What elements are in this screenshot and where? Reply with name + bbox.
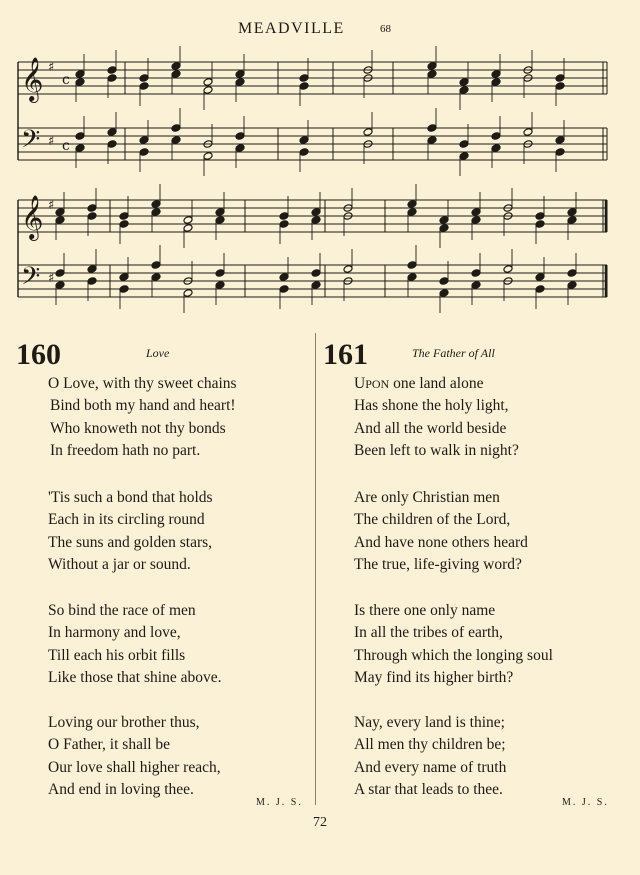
note-head <box>459 152 469 161</box>
key-sharp: ♯ <box>48 60 55 75</box>
verse-line: Our love shall higher reach, <box>48 758 221 776</box>
verse-line: 'Tis such a bond that holds <box>48 489 213 506</box>
note-head <box>555 148 565 157</box>
note-head <box>407 200 417 209</box>
verse-line: And all the world beside <box>354 419 507 437</box>
verse-line: Are only Christian men <box>354 489 500 506</box>
note-head <box>427 62 437 71</box>
note-head <box>55 281 65 290</box>
note-head <box>439 224 449 233</box>
note-head <box>535 273 545 282</box>
note-head <box>107 74 117 83</box>
note-head <box>471 269 481 278</box>
note-head <box>75 78 85 87</box>
key-sharp: ♯ <box>48 271 55 286</box>
hymn-title-161: The Father of All <box>412 346 495 360</box>
note-head <box>139 136 149 145</box>
verse-line: So bind the race of men <box>48 602 196 619</box>
note-head <box>567 269 577 278</box>
note-head <box>87 212 97 221</box>
note-head <box>75 144 85 153</box>
note-head <box>311 269 321 278</box>
note-head <box>343 265 353 274</box>
note-head <box>459 140 469 149</box>
note-head <box>87 204 97 213</box>
note-head <box>151 273 161 282</box>
verse-line: Till each his orbit fills <box>48 646 186 664</box>
note-head <box>203 152 213 161</box>
note-head <box>459 78 469 87</box>
hymn-160-stanza-2 <box>48 487 213 576</box>
note-head <box>183 289 193 298</box>
music-score <box>0 0 640 330</box>
note-head <box>279 285 289 294</box>
page-number: 72 <box>313 815 327 830</box>
note-head <box>299 82 309 91</box>
note-head <box>407 208 417 217</box>
verse-line: O Father, it shall be <box>48 736 171 754</box>
verse-line: Who knoweth not thy bonds <box>50 419 226 437</box>
note-head <box>55 216 65 225</box>
hymn-161-stanza-4 <box>354 712 506 801</box>
note-head <box>215 269 225 278</box>
note-head <box>311 208 321 217</box>
verse-line: Is there one only name <box>354 602 496 619</box>
note-head <box>151 208 161 217</box>
verse-line: And have none others heard <box>354 533 528 551</box>
hymn-160-stanza-4 <box>48 712 221 801</box>
note-head <box>55 208 65 217</box>
note-head <box>183 224 193 233</box>
verse-line: And every name of truth <box>354 758 507 776</box>
note-head <box>491 144 501 153</box>
verse-line: A star that leads to thee. <box>354 780 503 798</box>
verse-line: The suns and golden stars, <box>48 533 213 551</box>
note-head <box>151 200 161 209</box>
note-head <box>235 132 245 141</box>
verse-line: Through which the longing soul <box>354 646 553 664</box>
note-head <box>87 265 97 274</box>
hymn-161-stanza-1 <box>354 373 519 462</box>
verse-line: The true, life-giving word? <box>354 555 522 573</box>
note-head <box>215 281 225 290</box>
column-divider <box>315 333 316 805</box>
hymn-160-stanza-3 <box>48 600 221 689</box>
note-head <box>279 220 289 229</box>
note-head <box>183 216 193 225</box>
verse-line: In freedom hath no part. <box>50 441 201 459</box>
hymn-number-161: 161 <box>323 338 368 371</box>
hymn-161-stanza-2 <box>354 487 528 576</box>
note-head <box>439 277 449 286</box>
note-head <box>171 70 181 79</box>
verse-line: O Love, with thy sweet chains <box>48 375 237 392</box>
hymn-160-author: M. J. S. <box>256 797 303 808</box>
verse-line: Nay, every land is thine; <box>354 714 505 731</box>
note-head <box>439 216 449 225</box>
note-head <box>75 132 85 141</box>
note-head <box>535 212 545 221</box>
time-signature: c <box>62 72 70 88</box>
note-head <box>107 66 117 75</box>
hymn-number-160: 160 <box>16 338 61 371</box>
note-head <box>171 124 181 133</box>
note-head <box>491 78 501 87</box>
note-head <box>427 136 437 145</box>
note-head <box>139 82 149 91</box>
hymn-title-160: Love <box>146 346 170 360</box>
note-head <box>139 74 149 83</box>
note-head <box>279 273 289 282</box>
note-head <box>555 136 565 145</box>
verse-line: UPON one land alone <box>354 375 484 392</box>
treble-clef: 𝄞 <box>21 195 44 239</box>
bass-clef: 𝄢 <box>21 262 41 297</box>
verse-line: All men thy children be; <box>354 736 506 754</box>
note-head <box>407 273 417 282</box>
note-head <box>235 144 245 153</box>
note-head <box>427 124 437 133</box>
note-head <box>215 208 225 217</box>
note-head <box>567 216 577 225</box>
note-head <box>491 70 501 79</box>
note-head <box>87 277 97 286</box>
note-head <box>119 220 129 229</box>
hymn-160-stanza-1 <box>48 373 237 462</box>
verse-line: And end in loving thee. <box>48 780 194 798</box>
note-head <box>471 281 481 290</box>
note-head <box>119 285 129 294</box>
verse-line: May find its higher birth? <box>354 668 514 686</box>
verse-line: Loving our brother thus, <box>48 714 200 731</box>
verse-line: Like those that shine above. <box>48 668 222 686</box>
verse-line: Without a jar or sound. <box>48 555 191 573</box>
verse-line: Has shone the holy light, <box>354 397 509 415</box>
note-head <box>299 136 309 145</box>
note-head <box>139 148 149 157</box>
treble-clef: 𝄞 <box>21 57 44 101</box>
note-head <box>471 208 481 217</box>
note-head <box>151 261 161 270</box>
bass-clef: 𝄢 <box>21 125 41 160</box>
key-sharp: ♯ <box>48 134 55 149</box>
key-sharp: ♯ <box>48 198 55 213</box>
note-head <box>311 281 321 290</box>
note-head <box>171 136 181 145</box>
hymn-161-author: M. J. S. <box>562 797 609 808</box>
note-head <box>363 128 373 137</box>
note-head <box>439 289 449 298</box>
note-head <box>203 78 213 87</box>
note-head <box>407 261 417 270</box>
note-head <box>55 269 65 278</box>
note-head <box>567 208 577 217</box>
note-head <box>299 148 309 157</box>
note-head <box>535 220 545 229</box>
note-head <box>491 132 501 141</box>
verse-line: Bind both my hand and heart! <box>50 397 236 415</box>
note-head <box>459 86 469 95</box>
note-head <box>503 265 513 274</box>
hymn-161-stanza-3 <box>354 600 553 689</box>
note-head <box>107 128 117 137</box>
verse-line: Been left to walk in night? <box>354 441 519 459</box>
note-head <box>203 86 213 95</box>
tune-number: 68 <box>380 23 391 35</box>
note-head <box>567 281 577 290</box>
note-head <box>215 216 225 225</box>
note-head <box>299 74 309 83</box>
note-head <box>535 285 545 294</box>
note-head <box>119 212 129 221</box>
time-signature: c <box>62 138 70 154</box>
note-head <box>311 216 321 225</box>
note-head <box>171 62 181 71</box>
note-head <box>471 216 481 225</box>
note-head <box>119 273 129 282</box>
note-head <box>235 70 245 79</box>
verse-line: In harmony and love, <box>48 624 181 642</box>
note-head <box>555 82 565 91</box>
note-head <box>555 74 565 83</box>
note-head <box>427 70 437 79</box>
verse-line: In all the tribes of earth, <box>354 624 503 642</box>
note-head <box>279 212 289 221</box>
verse-line: The children of the Lord, <box>354 511 511 529</box>
note-head <box>107 140 117 149</box>
note-head <box>75 70 85 79</box>
verse-line: Each in its circling round <box>48 511 205 529</box>
tune-name: MEADVILLE <box>238 20 345 37</box>
note-head <box>523 128 533 137</box>
note-head <box>235 78 245 87</box>
